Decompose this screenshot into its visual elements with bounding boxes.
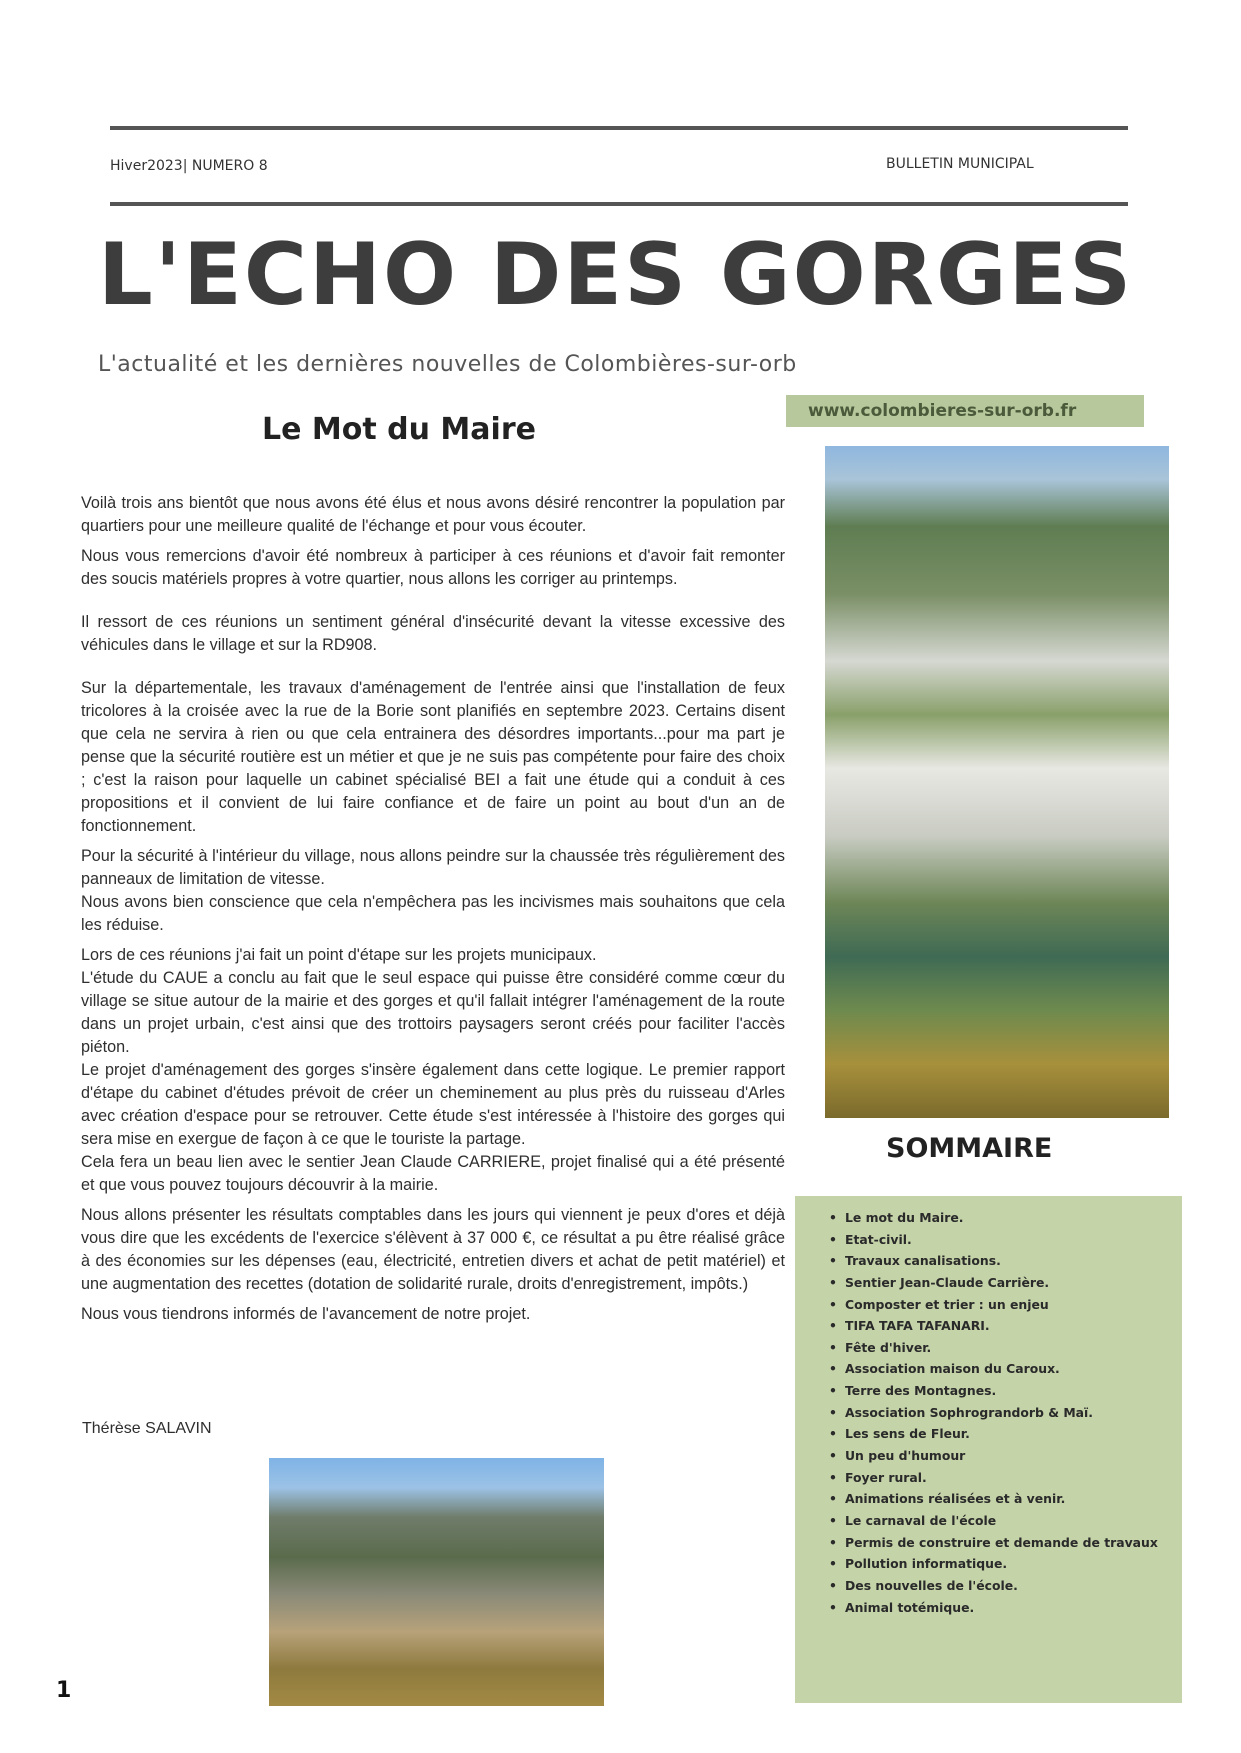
sommaire-item[interactable]: • Animal totémique.: [845, 1597, 1158, 1619]
article-paragraph: Sur la départementale, les travaux d'aménagement de l'entrée ainsi que l'installation de feux tricolores à la croisée avec la rue de la Borie sont planifiés en septembre 2023. Certains disent que cela ne servira à rien ou que cela entrainera des désordres importants...pour ma part je pense que la sécurité routière est un métier et que je ne suis pas compétente pour faire des choix ; c'est la raison pour laquelle un cabinet spécialisé BEI a fait une étude qui a conduit à ces propositions et il convient de lui faire confiance et de faire un point au bout d'un an de fonctionnement.: [81, 679, 785, 835]
sommaire-item[interactable]: • TIFA TAFA TAFANARI.: [845, 1315, 1158, 1337]
sommaire-item[interactable]: • Animations réalisées et à venir.: [845, 1488, 1158, 1510]
sommaire-item[interactable]: • Les sens de Fleur.: [845, 1423, 1158, 1445]
masthead-title: L'ECHO DES GORGES: [98, 225, 1134, 325]
sommaire-item[interactable]: • Association maison du Caroux.: [845, 1358, 1158, 1380]
village-photo: [269, 1458, 604, 1706]
header-top-rule: [110, 126, 1128, 130]
article-title: Le Mot du Maire: [262, 412, 536, 447]
sommaire-item[interactable]: • Travaux canalisations.: [845, 1250, 1158, 1272]
tagline: L'actualité et les dernières nouvelles de Colombières-sur-orb: [98, 352, 797, 377]
website-link[interactable]: www.colombieres-sur-orb.fr: [786, 395, 1144, 427]
article-paragraph: Le projet d'aménagement des gorges s'insère également dans cette logique. Le premier rapport d'étape du cabinet d'études prévoit de créer un cheminement au plus près du ruisseau d'Arles avec création d'espace pour se retrouver. Cette étude s'est intéressée à l'histoire des gorges qui sera mise en exergue de façon à ce que le touriste la partage.: [81, 1061, 785, 1148]
article-paragraph: Cela fera un beau lien avec le sentier Jean Claude CARRIERE, projet finalisé qui a été présenté et que vous pouvez toujours découvrir à la mairie.: [81, 1153, 785, 1194]
article-paragraph: Lors de ces réunions j'ai fait un point d'étape sur les projets municipaux.: [81, 946, 597, 964]
article-paragraph: Voilà trois ans bientôt que nous avons été élus et nous avons désiré rencontrer la population par quartiers pour une meilleure qualité de l'échange et pour vous écouter.: [81, 494, 785, 535]
article-paragraph: Pour la sécurité à l'intérieur du village, nous allons peindre sur la chaussée très régulièrement des panneaux de limitation de vitesse.: [81, 847, 785, 888]
sommaire-item[interactable]: • Foyer rural.: [845, 1467, 1158, 1489]
sommaire-item[interactable]: • Terre des Montagnes.: [845, 1380, 1158, 1402]
signature: Thérèse SALAVIN: [82, 1420, 212, 1437]
header-bottom-rule: [110, 202, 1128, 206]
article-paragraph: Nous vous tiendrons informés de l'avancement de notre projet.: [81, 1305, 531, 1323]
sommaire-item[interactable]: • Le mot du Maire.: [845, 1207, 1158, 1229]
sommaire-title: SOMMAIRE: [886, 1133, 1053, 1164]
article-paragraph: Nous allons présenter les résultats comptables dans les jours qui viennent je peux d'ores et déjà vous dire que les excédents de l'exercice s'élèvent à 37 000 €, ce résultat a pu être réalisé grâce à des économies sur les dépenses (eau, électricité, entretien divers et achat de petit matériel) et une augmentation des recettes (dotation de solidarité rurale, droits d'enregistrement, impôts.): [81, 1206, 785, 1293]
sommaire-item[interactable]: • Association Sophrograndorb & Maï.: [845, 1402, 1158, 1424]
sommaire-item[interactable]: • Sentier Jean-Claude Carrière.: [845, 1272, 1158, 1294]
sommaire-item[interactable]: • Composter et trier : un enjeu: [845, 1294, 1158, 1316]
sommaire-item[interactable]: • Fête d'hiver.: [845, 1337, 1158, 1359]
sommaire-item[interactable]: • Pollution informatique.: [845, 1553, 1158, 1575]
sommaire-item[interactable]: • Un peu d'humour: [845, 1445, 1158, 1467]
bulletin-label: BULLETIN MUNICIPAL: [886, 156, 1034, 172]
sommaire-item[interactable]: • Permis de construire et demande de travaux: [845, 1532, 1158, 1554]
article-paragraph: Nous vous remercions d'avoir été nombreux à participer à ces réunions et d'avoir fait remonter des soucis matériels propres à votre quartier, nous allons les corriger au printemps.: [81, 547, 785, 588]
issue-label: Hiver2023| NUMERO 8: [110, 158, 268, 174]
sommaire-item[interactable]: • Des nouvelles de l'école.: [845, 1575, 1158, 1597]
article-paragraph: L'étude du CAUE a conclu au fait que le seul espace qui puisse être considéré comme cœur du village se situe autour de la mairie et des gorges et qu'il fallait intégrer l'aménagement de la route dans un projet urbain, c'est ainsi que des trottoirs paysagers seront créés pour faciliter l'accès piéton.: [81, 969, 785, 1056]
article-paragraph: Il ressort de ces réunions un sentiment général d'insécurité devant la vitesse excessive des véhicules dans le village et sur la RD908.: [81, 613, 785, 654]
gorges-river-photo: [825, 446, 1169, 1118]
sommaire-list: [845, 1207, 1158, 1618]
article-paragraph: Nous avons bien conscience que cela n'empêchera pas les incivismes mais souhaitons que cela les réduise.: [81, 893, 785, 934]
article-body: [81, 492, 785, 1326]
page-number: 1: [56, 1678, 72, 1703]
sommaire-item[interactable]: • Le carnaval de l'école: [845, 1510, 1158, 1532]
sommaire-item[interactable]: • Etat-civil.: [845, 1229, 1158, 1251]
